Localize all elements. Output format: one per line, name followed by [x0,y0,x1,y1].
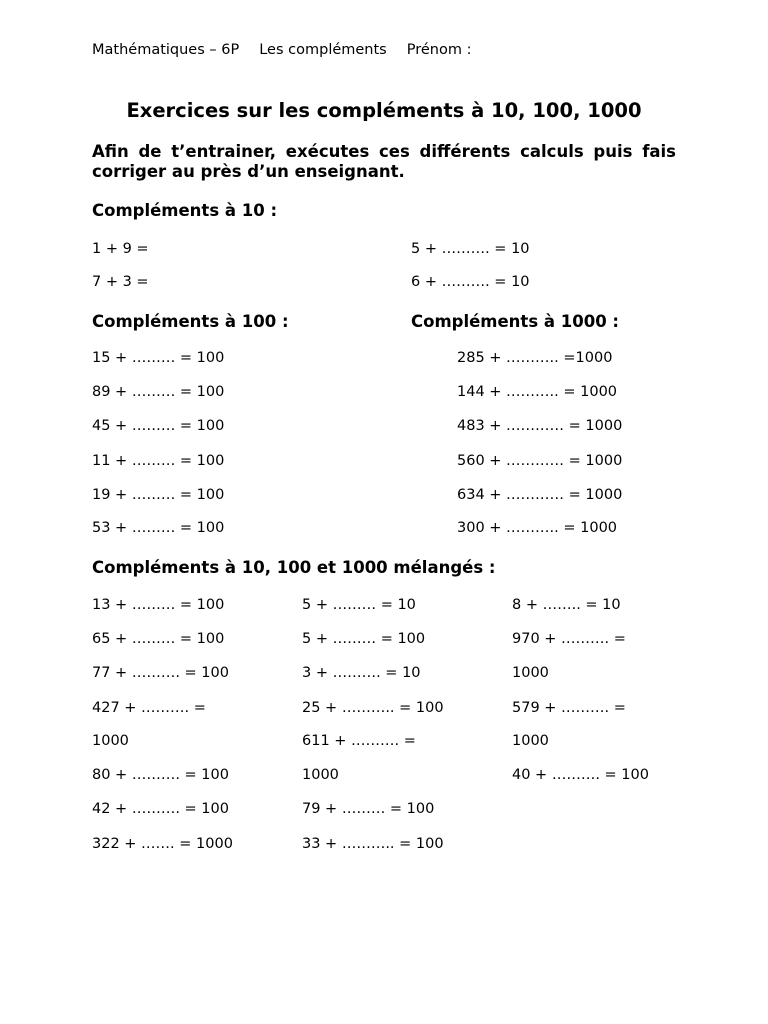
page-title: Exercices sur les compléments à 10, 100, 1000 [126,99,642,122]
exercise-100-2: 89 + ……… = 100 [92,384,225,400]
exercise-100-1: 15 + ……… = 100 [92,350,225,366]
mixed-col3-line-3: 1000 [512,665,549,681]
section-100-heading: Compléments à 100 : [92,312,289,331]
section-1000-heading: Compléments à 1000 : [411,312,620,331]
mixed-col2-line-5: 611 + ………. = [302,733,416,749]
exercise-1000-2: 144 + ……….. = 1000 [457,384,618,400]
exercise-100-5: 19 + ……… = 100 [92,487,225,503]
page-header [92,42,491,58]
mixed-col1-line-4: 427 + ………. = [92,700,206,716]
mixed-col1-line-5: 1000 [92,733,129,749]
exercise-1000-3: 483 + ………… = 1000 [457,418,623,434]
intro-instructions: Afin de t’entrainer, exécutes ces différents calculs puis fais corriger au près d’un enseignant. [92,142,676,181]
mixed-col1-line-7: 42 + ………. = 100 [92,801,229,817]
header-topic: Les compléments [259,42,387,58]
mixed-col1-line-8: 322 + ……. = 1000 [92,836,233,852]
header-name-label: Prénom : [406,42,472,58]
mixed-col1-line-2: 65 + ……… = 100 [92,631,225,647]
exercise-10-2: 7 + 3 = [92,274,149,290]
mixed-col2-line-6: 1000 [302,767,339,783]
mixed-col2-line-3: 3 + ………. = 10 [302,665,421,681]
mixed-col1-line-3: 77 + ………. = 100 [92,665,229,681]
header-subject: Mathématiques – 6P [92,42,240,58]
exercise-10-4: 6 + ………. = 10 [411,274,530,290]
exercise-1000-4: 560 + ………… = 1000 [457,453,623,469]
exercise-1000-6: 300 + ……….. = 1000 [457,520,618,536]
mixed-col2-line-7: 79 + ……… = 100 [302,801,435,817]
exercise-100-4: 11 + ……… = 100 [92,453,225,469]
mixed-col2-line-4: 25 + ……….. = 100 [302,700,444,716]
exercise-1000-1: 285 + ……….. =1000 [457,350,613,366]
exercise-1000-5: 634 + ………… = 1000 [457,487,623,503]
mixed-col3-line-5: 1000 [512,733,549,749]
mixed-col1-line-6: 80 + ………. = 100 [92,767,229,783]
mixed-col2-line-1: 5 + ……… = 10 [302,597,416,613]
exercise-10-1: 1 + 9 = [92,241,149,257]
section-mixed-heading: Compléments à 10, 100 et 1000 mélangés : [92,558,496,577]
mixed-col2-line-2: 5 + ……… = 100 [302,631,426,647]
mixed-col3-line-6: 40 + ………. = 100 [512,767,649,783]
exercise-100-3: 45 + ……… = 100 [92,418,225,434]
mixed-col3-line-4: 579 + ………. = [512,700,626,716]
mixed-col3-line-1: 8 + …….. = 10 [512,597,621,613]
exercise-10-3: 5 + ………. = 10 [411,241,530,257]
exercise-100-6: 53 + ……… = 100 [92,520,225,536]
mixed-col1-line-1: 13 + ……… = 100 [92,597,225,613]
section-10-heading: Compléments à 10 : [92,201,278,220]
mixed-col2-line-8: 33 + ……….. = 100 [302,836,444,852]
mixed-col3-line-2: 970 + ………. = [512,631,626,647]
